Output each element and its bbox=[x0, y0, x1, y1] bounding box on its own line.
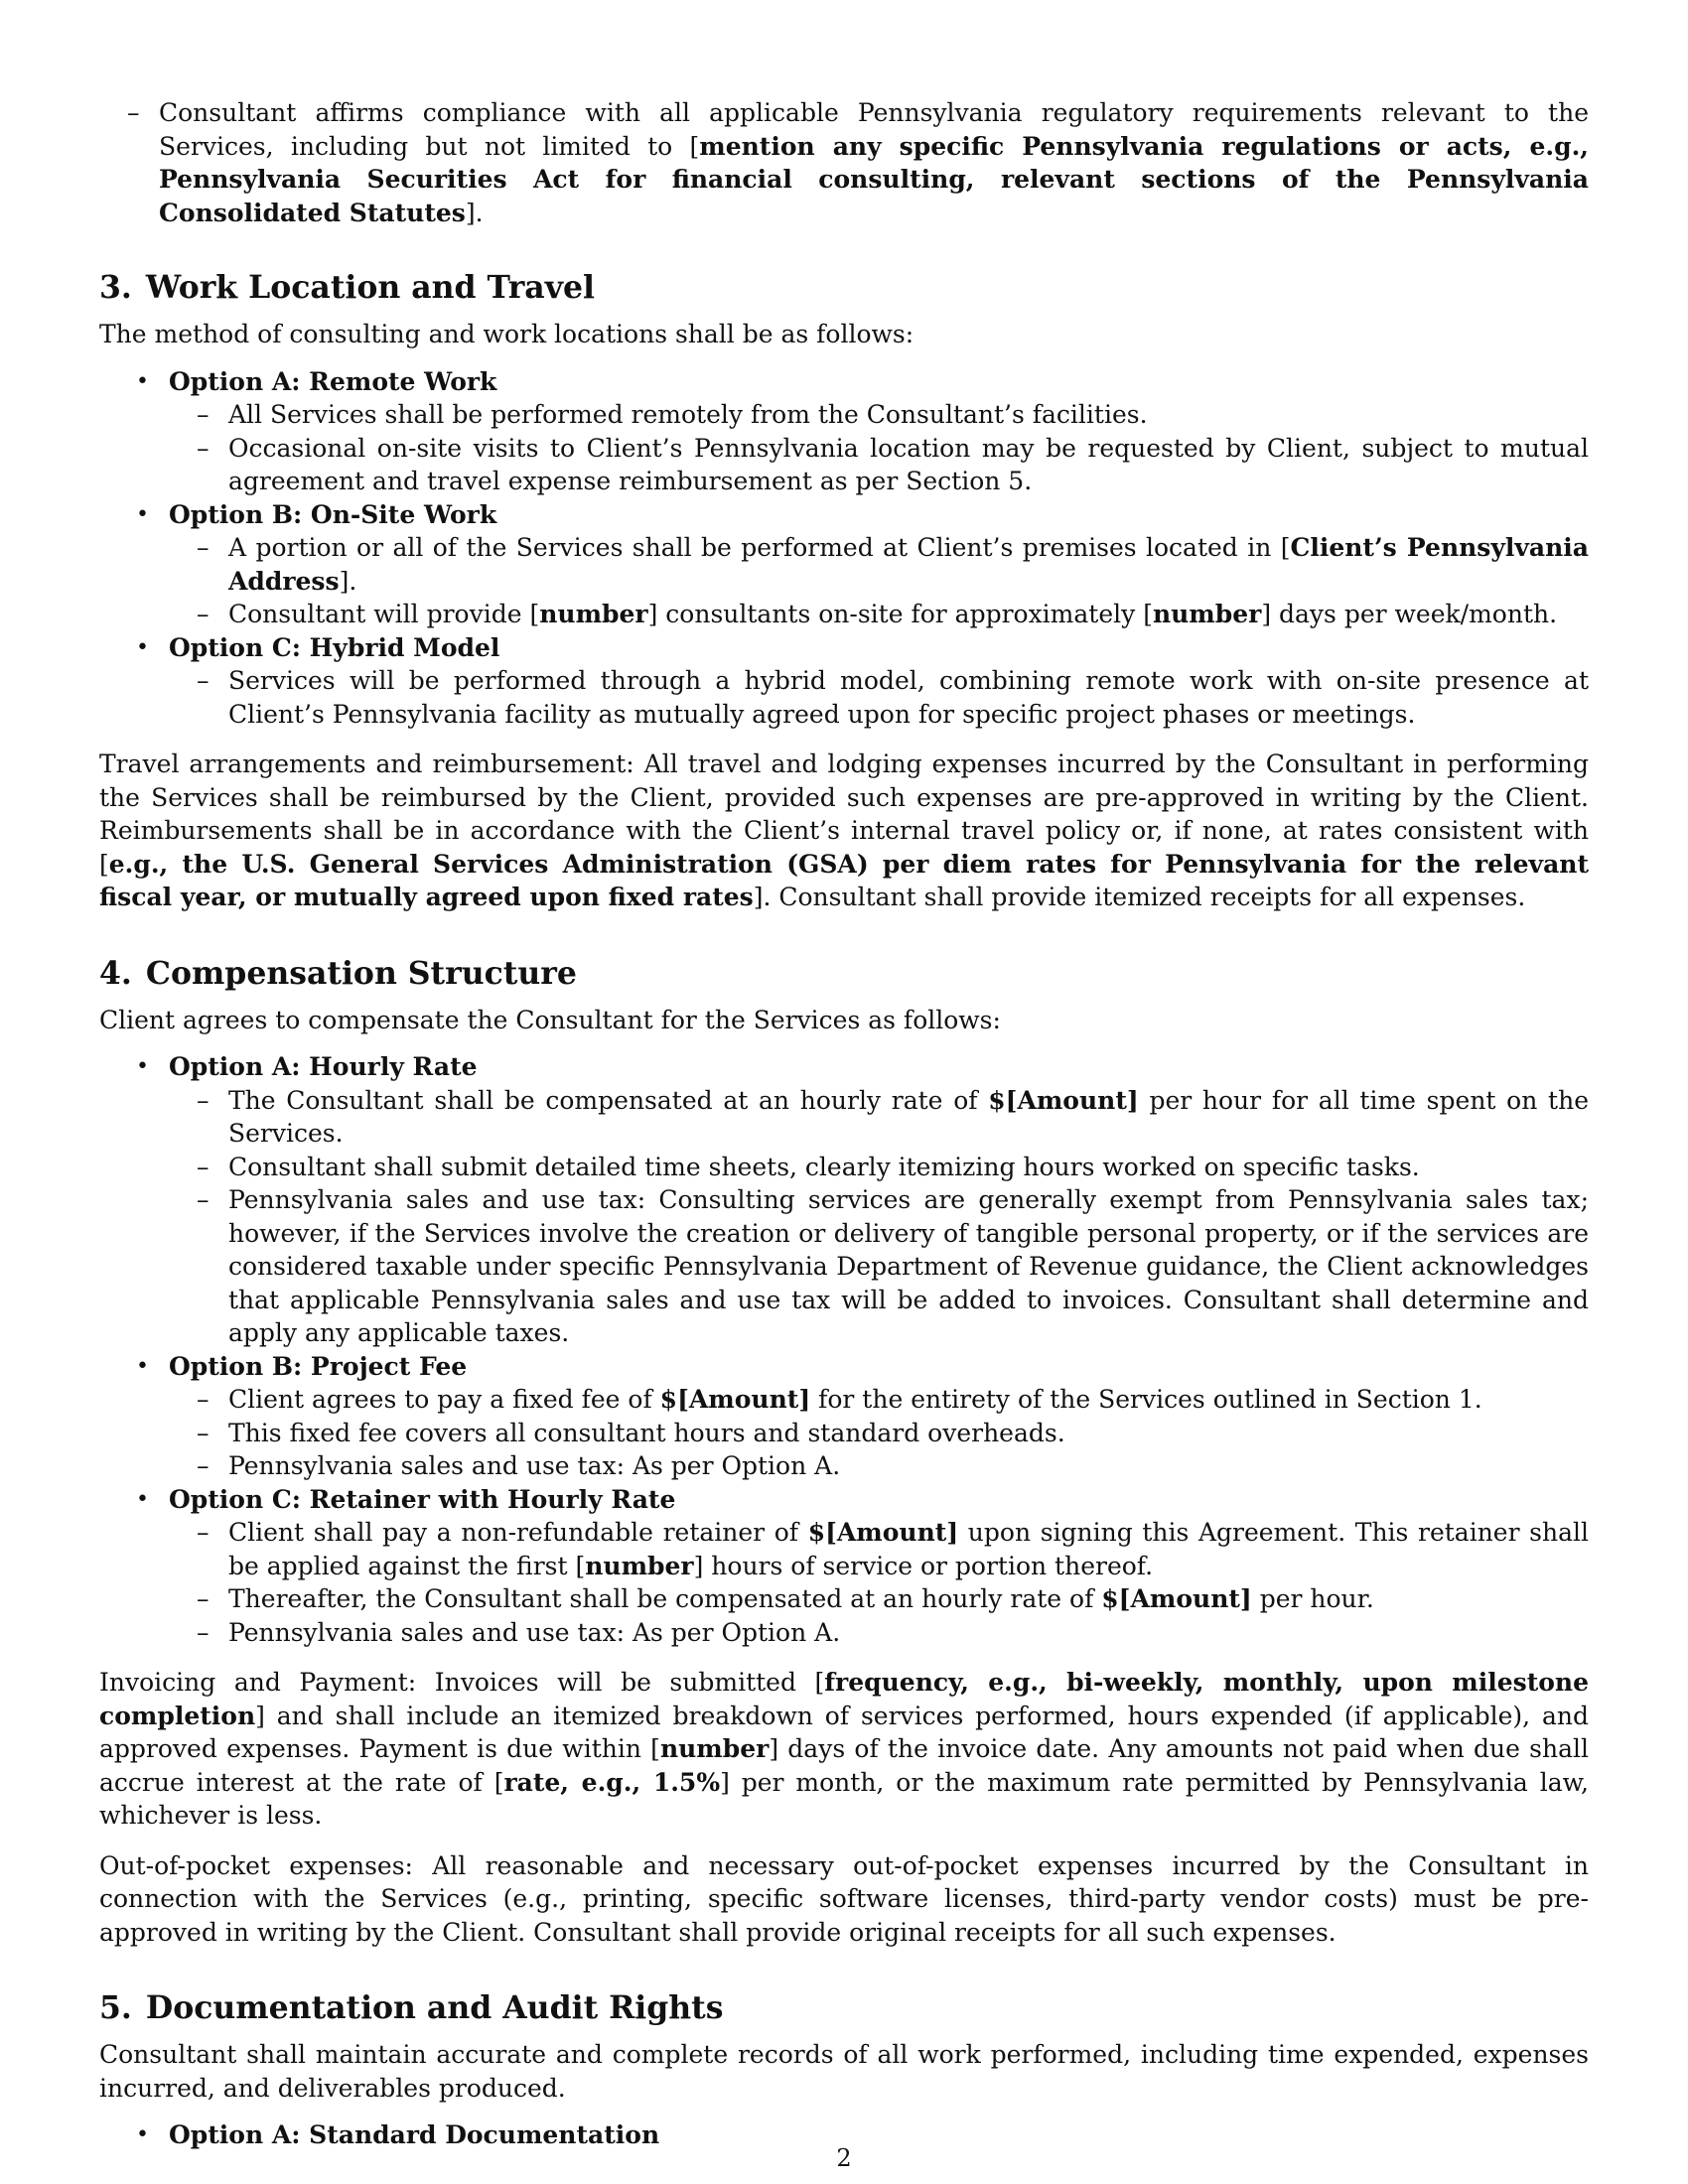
dash-marker: – bbox=[197, 600, 210, 628]
detail-text: This fixed fee covers all consultant hours and standard overheads. bbox=[228, 1418, 1065, 1447]
option-title: Option C: Hybrid Model bbox=[169, 632, 500, 662]
bullet-marker: • bbox=[136, 1353, 149, 1379]
section-number: 5. bbox=[99, 1989, 132, 2026]
option-detail-item bbox=[169, 432, 1589, 498]
detail-text: Services will be performed through a hybrid model, combining remote work with on-site presence at Client’s Pennsylvania facility as mutually agreed upon for specific project phases or meetings. bbox=[228, 666, 1589, 729]
option-detail-item bbox=[169, 1516, 1589, 1582]
option-details bbox=[169, 1084, 1589, 1350]
section-number: 4. bbox=[99, 954, 132, 992]
detail-text: upon signing this Agreement. This retainer shall be applied against the first [ bbox=[228, 1518, 1590, 1580]
section-4-intro: Client agrees to compensate the Consultant for the Services as follows: bbox=[99, 1005, 1001, 1034]
option-remote-work bbox=[99, 365, 1589, 498]
dash-marker: – bbox=[197, 433, 210, 463]
address-placeholder: Client’s Pennsylvania Address bbox=[228, 533, 1589, 596]
section-3-heading bbox=[99, 268, 1589, 308]
option-detail-item bbox=[169, 531, 1589, 598]
invoicing-text: Invoicing and Payment: Invoices will be submitted [ bbox=[99, 1668, 825, 1697]
option-onsite-work bbox=[99, 498, 1589, 631]
detail-text: Client shall pay a non-refundable retainer of bbox=[228, 1518, 808, 1547]
detail-text: The Consultant shall be compensated at an hourly rate of bbox=[228, 1085, 989, 1115]
section-3-intro: The method of consulting and work locations shall be as follows: bbox=[99, 320, 914, 348]
section-title: Compensation Structure bbox=[145, 954, 577, 992]
option-retainer-hourly bbox=[99, 1483, 1589, 1650]
detail-text: Pennsylvania sales and use tax: As per Option A. bbox=[228, 1617, 841, 1647]
compliance-affirmation-item bbox=[30, 96, 1589, 229]
detail-text: ] consultants on-site for approximately [ bbox=[647, 600, 1153, 628]
detail-text-end: ] days per week/month. bbox=[1261, 600, 1558, 628]
bullet-marker: • bbox=[136, 1486, 149, 1512]
invoicing-text: ] and shall include an itemized breakdown of services performed, hours expended (if applicable), and approved expenses. Payment is due within [ bbox=[99, 1701, 1589, 1763]
section-5-intro: Consultant shall maintain accurate and complete records of all work performed, including time expended, expenses incurred, and deliverables produced. bbox=[99, 2040, 1589, 2103]
detail-text-end: per hour. bbox=[1251, 1584, 1374, 1613]
travel-rate-placeholder: e.g., the U.S. General Services Administration (GSA) per diem rates for Pennsylvania for the relevant fiscal year, or mutually agreed upon fixed rates bbox=[99, 849, 1589, 911]
option-detail-item bbox=[169, 398, 1589, 432]
detail-text-end: ]. bbox=[339, 566, 357, 596]
option-title: Option B: Project Fee bbox=[169, 1351, 468, 1381]
work-location-options bbox=[99, 365, 1589, 732]
option-hybrid-model bbox=[99, 631, 1589, 732]
compliance-placeholder: mention any specific Pennsylvania regulations or acts, e.g., Pennsylvania Securities Act for financial consulting, relevant sections of the Pennsylvania Consolidated Statutes bbox=[159, 131, 1589, 227]
number-placeholder: number bbox=[1152, 600, 1262, 628]
option-detail-item bbox=[169, 1084, 1589, 1151]
detail-text: Occasional on-site visits to Client’s Pennsylvania location may be requested by Client, subject to mutual agreement and travel expense reimbursement as per Section 5. bbox=[228, 433, 1589, 495]
option-details bbox=[169, 1516, 1589, 1649]
page-number: 2 bbox=[836, 2144, 852, 2172]
dash-marker: – bbox=[197, 533, 210, 562]
detail-text: Client agrees to pay a fixed fee of bbox=[228, 1385, 660, 1414]
compliance-text: Consultant affirms compliance with all applicable Pennsylvania regulatory requirements relevant to the Services, including but not limited to [ bbox=[159, 98, 1589, 161]
option-title: Option A: Remote Work bbox=[169, 366, 497, 396]
option-detail-item bbox=[169, 1151, 1589, 1184]
dash-marker: – bbox=[127, 98, 140, 127]
detail-text: Pennsylvania sales and use tax: As per Option A. bbox=[228, 1451, 841, 1480]
option-detail-item bbox=[169, 1383, 1589, 1417]
option-detail-item bbox=[169, 1449, 1589, 1483]
dash-marker: – bbox=[197, 400, 210, 429]
detail-text: Consultant shall submit detailed time sheets, clearly itemizing hours worked on specific tasks. bbox=[228, 1152, 1420, 1181]
amount-placeholder: $[Amount] bbox=[807, 1518, 959, 1547]
dash-marker: – bbox=[197, 1152, 210, 1181]
option-title: Option B: On-Site Work bbox=[169, 499, 497, 529]
dash-marker: – bbox=[197, 666, 210, 695]
option-title: Option C: Retainer with Hourly Rate bbox=[169, 1484, 676, 1514]
detail-text: Thereafter, the Consultant shall be compensated at an hourly rate of bbox=[228, 1584, 1102, 1613]
invoicing-text: ] days of the invoice date. Any amounts not paid when due shall accrue interest at the rate of [ bbox=[99, 1734, 1590, 1797]
option-detail-item bbox=[169, 1417, 1589, 1450]
compliance-text-end: ]. bbox=[465, 198, 484, 227]
detail-text-end: ] hours of service or portion thereof. bbox=[693, 1551, 1154, 1580]
section-number: 3. bbox=[99, 269, 132, 306]
document-page bbox=[99, 96, 1589, 2152]
dash-marker: – bbox=[197, 1385, 210, 1414]
section-4-heading bbox=[99, 954, 1589, 994]
bullet-marker: • bbox=[136, 501, 149, 527]
number-placeholder: number bbox=[539, 600, 648, 628]
amount-placeholder: $[Amount] bbox=[1101, 1584, 1252, 1613]
option-project-fee bbox=[99, 1350, 1589, 1483]
rate-placeholder: rate, e.g., 1.5% bbox=[503, 1767, 721, 1797]
frequency-placeholder: frequency, e.g., bi-weekly, monthly, upon milestone completion bbox=[99, 1668, 1590, 1730]
option-hourly-rate bbox=[99, 1050, 1589, 1350]
option-detail-item bbox=[169, 1616, 1589, 1650]
number-placeholder: number bbox=[585, 1551, 694, 1580]
option-detail-item bbox=[169, 1582, 1589, 1616]
option-details bbox=[169, 531, 1589, 631]
bullet-marker: • bbox=[136, 368, 149, 394]
out-of-pocket-paragraph: Out-of-pocket expenses: All reasonable and necessary out-of-pocket expenses incurred by the Consultant in connection with the Services (e.g., printing, specific software licenses, third-party vendor costs) must be pre-approved in writing by the Client. Consultant shall provide original receipts for all such expenses. bbox=[99, 1850, 1589, 1947]
invoicing-paragraph bbox=[99, 1666, 1589, 1833]
travel-text-end: ]. Consultant shall provide itemized receipts for all expenses. bbox=[753, 883, 1526, 911]
option-details bbox=[169, 1383, 1589, 1483]
dash-marker: – bbox=[197, 1085, 210, 1115]
detail-text-end: for the entirety of the Services outlined in Section 1. bbox=[810, 1385, 1482, 1414]
option-detail-item bbox=[169, 1183, 1589, 1350]
dash-marker: – bbox=[197, 1518, 210, 1547]
invoicing-text-end: ] per month, or the maximum rate permitted by Pennsylvania law, whichever is less. bbox=[99, 1767, 1589, 1830]
detail-text: Consultant will provide [ bbox=[228, 600, 540, 628]
bullet-marker: • bbox=[136, 1054, 149, 1079]
dash-marker: – bbox=[197, 1185, 210, 1214]
amount-placeholder: $[Amount] bbox=[988, 1085, 1139, 1115]
dash-marker: – bbox=[197, 1584, 210, 1613]
option-title: Option A: Standard Documentation bbox=[169, 2120, 660, 2149]
travel-text: Travel arrangements and reimbursement: All travel and lodging expenses incurred by the Consultant in performing the Services shall be reimbursed by the Client, provided such expenses are pre-approved in writing by the Client. Reimbursements shall be in accordance with the Client’s internal travel policy or, if none, at rates consistent with [ bbox=[99, 750, 1589, 879]
travel-paragraph bbox=[99, 748, 1589, 914]
dash-marker: – bbox=[197, 1617, 210, 1647]
dash-marker: – bbox=[197, 1451, 210, 1480]
detail-text: A portion or all of the Services shall be performed at Client’s premises located in [ bbox=[228, 533, 1291, 562]
section-title: Documentation and Audit Rights bbox=[145, 1989, 724, 2026]
bullet-marker: • bbox=[136, 2122, 149, 2147]
detail-text-end: per hour for all time spent on the Services. bbox=[228, 1085, 1589, 1148]
section-title: Work Location and Travel bbox=[145, 269, 596, 306]
option-details bbox=[169, 664, 1589, 731]
dash-marker: – bbox=[197, 1418, 210, 1447]
option-details bbox=[169, 398, 1589, 498]
option-detail-item bbox=[169, 598, 1589, 631]
detail-text: All Services shall be performed remotely from the Consultant’s facilities. bbox=[228, 400, 1148, 429]
bullet-marker: • bbox=[136, 634, 149, 660]
section-5-heading bbox=[99, 1988, 1589, 2028]
amount-placeholder: $[Amount] bbox=[659, 1385, 811, 1414]
option-detail-item bbox=[169, 664, 1589, 731]
compensation-options bbox=[99, 1050, 1589, 1649]
option-title: Option A: Hourly Rate bbox=[169, 1052, 478, 1081]
number-placeholder: number bbox=[659, 1734, 770, 1763]
detail-text: Pennsylvania sales and use tax: Consulting services are generally exempt from Pennsylvania sales tax; however, if the Services involve the creation or delivery of tangible personal property, or if the services are considered taxable under specific Pennsylvania Department of Revenue guidance, the Client acknowledges that applicable Pennsylvania sales and use tax will be added to invoices. Consultant shall determine and apply any applicable taxes. bbox=[228, 1185, 1589, 1347]
